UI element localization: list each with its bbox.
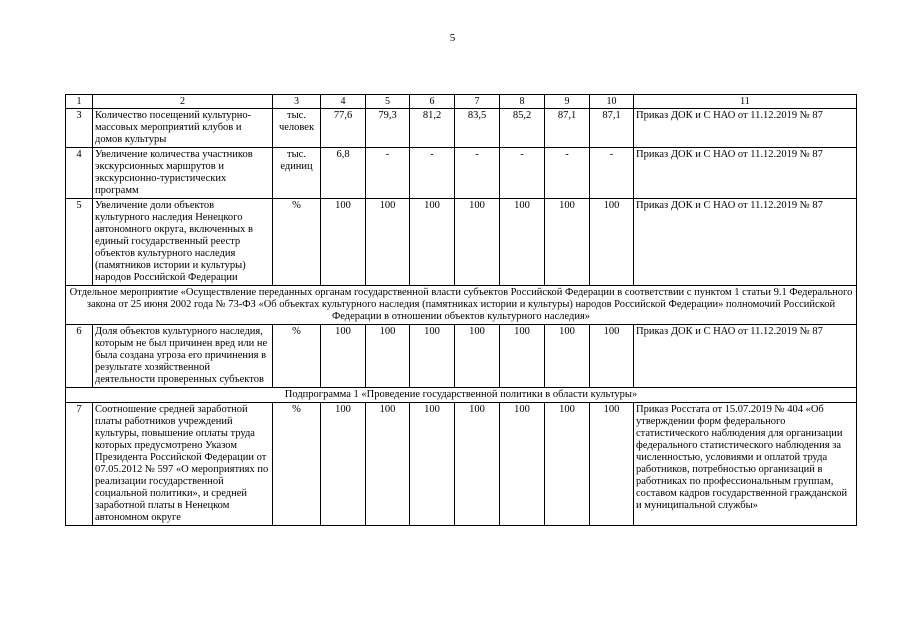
unit-cell: %	[273, 325, 321, 388]
value-cell: -	[500, 148, 545, 199]
value-cell: -	[366, 148, 410, 199]
value-cell: 83,5	[455, 109, 500, 148]
row-number: 4	[66, 148, 93, 199]
value-cell: 85,2	[500, 109, 545, 148]
row-number: 7	[66, 403, 93, 526]
section-title: Отдельное мероприятие «Осуществление переданных органам государственной власти субъектов Российской Федерации в соответствии с пунктом 1 статьи 9.1 Федерального закона от 25 июня 2002 года № 73-ФЗ «Об объектах культурного наследия (памятниках истории и культуры) народов Российской Федерации» полномочий Российской Федерации в отношении объектов культурного наследия»	[66, 286, 857, 325]
value-cell: 100	[590, 403, 634, 526]
value-cell: 100	[590, 325, 634, 388]
value-cell: 6,8	[321, 148, 366, 199]
value-cell: 100	[321, 403, 366, 526]
value-cell: 100	[321, 199, 366, 286]
value-cell: -	[455, 148, 500, 199]
value-cell: -	[545, 148, 590, 199]
table-row	[66, 109, 857, 148]
row-number: 5	[66, 199, 93, 286]
header-cell-7: 7	[455, 95, 500, 109]
source-cell: Приказ ДОК и С НАО от 11.12.2019 № 87	[634, 199, 857, 286]
value-cell: 87,1	[590, 109, 634, 148]
unit-cell: тыс. единиц	[273, 148, 321, 199]
table-row	[66, 199, 857, 286]
header-cell-10: 10	[590, 95, 634, 109]
header-cell-2: 2	[93, 95, 273, 109]
row-number: 3	[66, 109, 93, 148]
indicator-name: Доля объектов культурного наследия, которым не был причинен вред или не была создана угроза его причинения в результате хозяйственной деятельности проверенных субъектов	[93, 325, 273, 388]
value-cell: -	[410, 148, 455, 199]
value-cell: 100	[366, 199, 410, 286]
row-number: 6	[66, 325, 93, 388]
value-cell: 100	[321, 325, 366, 388]
header-cell-4: 4	[321, 95, 366, 109]
section-row	[66, 286, 857, 325]
source-cell: Приказ ДОК и С НАО от 11.12.2019 № 87	[634, 148, 857, 199]
source-cell: Приказ ДОК и С НАО от 11.12.2019 № 87	[634, 109, 857, 148]
header-row	[66, 95, 857, 109]
indicator-name: Увеличение доли объектов культурного наследия Ненецкого автономного округа, включенных в единый государственный реестр объектов культурного наследия (памятников истории и культуры) народов Российской Федерации	[93, 199, 273, 286]
table-row	[66, 403, 857, 526]
section-row	[66, 388, 857, 403]
value-cell: 100	[410, 403, 455, 526]
value-cell: 100	[455, 403, 500, 526]
header-cell-8: 8	[500, 95, 545, 109]
source-cell: Приказ Росстата от 15.07.2019 № 404 «Об утверждении форм федерального статистического наблюдения для организации федерального статистического наблюдения за численностью, условиями и оплатой труда работников, потребностью организаций в работниках по профессиональным группам, составом кадров государственной гражданской и муниципальной службы»	[634, 403, 857, 526]
value-cell: 100	[366, 325, 410, 388]
header-cell-3: 3	[273, 95, 321, 109]
value-cell: 100	[500, 403, 545, 526]
value-cell: 100	[545, 403, 590, 526]
unit-cell: тыс. человек	[273, 109, 321, 148]
indicator-name: Количество посещений культурно-массовых мероприятий клубов и домов культуры	[93, 109, 273, 148]
value-cell: 100	[545, 325, 590, 388]
value-cell: 79,3	[366, 109, 410, 148]
section-title: Подпрограмма 1 «Проведение государственной политики в области культуры»	[66, 388, 857, 403]
value-cell: 100	[545, 199, 590, 286]
value-cell: 100	[500, 199, 545, 286]
value-cell: 100	[410, 199, 455, 286]
table-row	[66, 325, 857, 388]
indicator-name: Соотношение средней заработной платы работников учреждений культуры, повышение оплаты труда которых предусмотрено Указом Президента Российской Федерации от 07.05.2012 № 597 «О мероприятиях по реализации государственной социальной политики», и средней заработной платы в Ненецком автономном округе	[93, 403, 273, 526]
unit-cell: %	[273, 403, 321, 526]
table-body	[66, 95, 857, 526]
header-cell-1: 1	[66, 95, 93, 109]
value-cell: 100	[455, 199, 500, 286]
indicators-table	[65, 94, 857, 526]
header-cell-6: 6	[410, 95, 455, 109]
header-cell-9: 9	[545, 95, 590, 109]
value-cell: 100	[590, 199, 634, 286]
value-cell: 81,2	[410, 109, 455, 148]
unit-cell: %	[273, 199, 321, 286]
indicator-name: Увеличение количества участников экскурсионных маршрутов и экскурсионно-туристических программ	[93, 148, 273, 199]
value-cell: -	[590, 148, 634, 199]
table-row	[66, 148, 857, 199]
header-cell-11: 11	[634, 95, 857, 109]
value-cell: 77,6	[321, 109, 366, 148]
source-cell: Приказ ДОК и С НАО от 11.12.2019 № 87	[634, 325, 857, 388]
value-cell: 100	[500, 325, 545, 388]
header-cell-5: 5	[366, 95, 410, 109]
page-number: 5	[449, 32, 456, 44]
value-cell: 100	[366, 403, 410, 526]
value-cell: 87,1	[545, 109, 590, 148]
value-cell: 100	[410, 325, 455, 388]
value-cell: 100	[455, 325, 500, 388]
